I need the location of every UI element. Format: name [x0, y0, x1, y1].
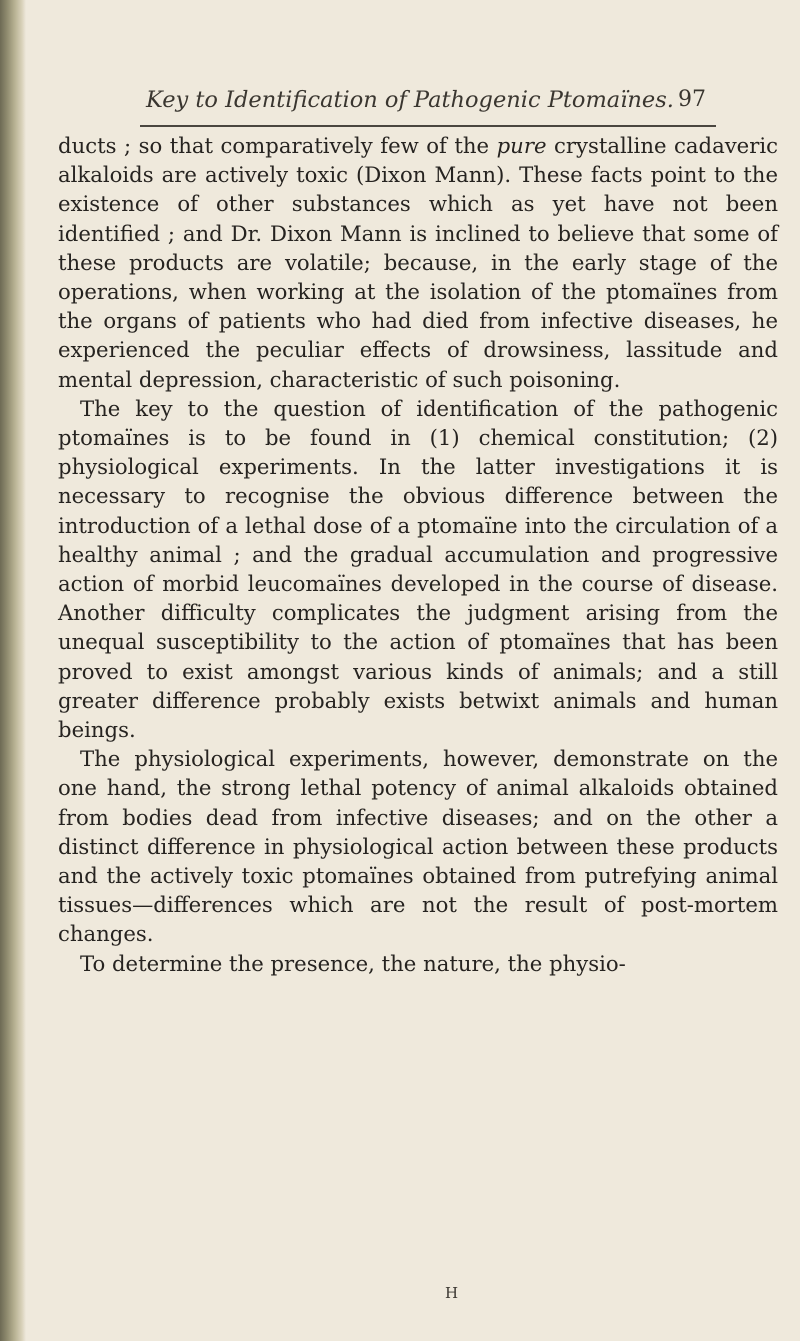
- paragraph-4: To determine the presence, the nature, the physio-: [80, 950, 626, 976]
- paragraph-3: The physiological experiments, however, demonstrate on the one hand, the strong lethal potency of animal alkaloids obtained from bodies dead from infective diseases; and on the other a distinct difference in physiological action between these products and the actively toxic ptomaïnes obtained from putrefying animal tissues—differences which are not the result of post-mortem changes.: [58, 746, 778, 947]
- signature-mark: H: [445, 1284, 459, 1302]
- running-head-title: Key to Identification of Pathogenic Ptomaïnes.: [146, 87, 674, 113]
- running-head: [146, 80, 706, 120]
- paragraph-2: The key to the question of identification of the pathogenic ptomaïnes is to be found in (1) chemical constitution; (2) physiological experiments. In the latter investigations it is necessary to recognise the obvious difference between the introduction of a lethal dose of a ptomaïne into the circulation of a healthy animal ; and the gradual accumulation and progressive action of morbid leucomaïnes developed in the course of disease. Another difficulty complicates the judgment arising from the unequal susceptibility to the action of ptomaïnes that has been proved to exist amongst various kinds of animals; and a still greater difference probably exists betwixt animals and human beings.: [58, 395, 778, 743]
- body-text: [58, 131, 778, 978]
- page-number: 97: [678, 87, 706, 112]
- paragraph-1: [58, 131, 778, 394]
- book-page: [58, 0, 778, 1341]
- header-rule: [140, 125, 716, 127]
- paragraph-1-text-b: crystalline cadaveric alkaloids are actively toxic (Dixon Mann). These facts point to the existence of other substances which as yet have not been identified ; and Dr. Dixon Mann is inclined to believe that some of these products are volatile; because, in the early stage of the operations, when working at the isolation of the ptomaïnes from the organs of patients who had died from infective diseases, he experienced the peculiar effects of drowsiness, lassitude and mental depression, characteristic of such poisoning.: [58, 133, 778, 392]
- paragraph-1-emphasis: pure: [496, 133, 547, 158]
- book-spine-shadow: [0, 0, 26, 1341]
- paragraph-1-text-a: ducts ; so that comparatively few of the: [58, 133, 497, 158]
